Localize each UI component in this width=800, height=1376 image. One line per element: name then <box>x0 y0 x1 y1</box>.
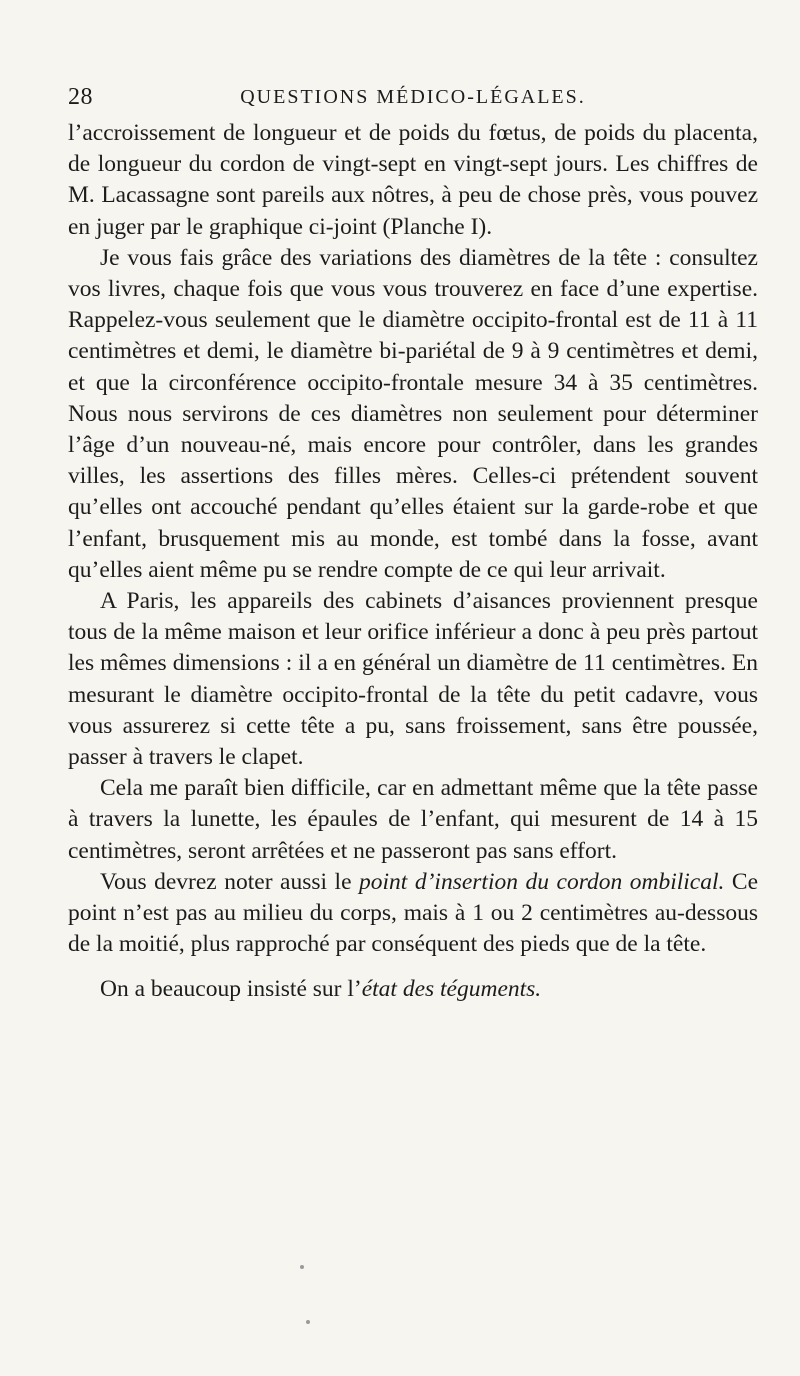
running-title: QUESTIONS MÉDICO-LÉGALES. <box>240 86 586 108</box>
page-number: 28 <box>68 84 93 110</box>
paragraph-5-tail: Ce point n’est pas au milieu du corps, mais à 1 ou 2 centimètres au-dessous de la moitié, plus rapproché par conséquent des pieds que de la tête. <box>68 868 759 958</box>
paragraph-5-lead: Vous devrez noter aussi le <box>100 868 360 895</box>
paragraph-5-italic: point d’insertion du cordon ombilical. <box>359 868 725 895</box>
paragraph-2: Je vous fais grâce des variations des diamètres de la tête : consultez vos livres, chaque fois que vous vous trouverez en face d’une expertise. Rappelez-vous seulement que le diamètre occipito-frontal est de 11 à 11 centimètres et demi, le diamètre bi-pariétal de 9 à 9 centimètres et demi, et que la circonférence occipito-frontale mesure 34 à 35 centimètres. Nous nous servirons de ces diamètres non seulement pour déterminer l’âge d’un nouveau-né, mais encore pour contrôler, dans les grandes villes, les assertions des filles mères. Celles-ci prétendent souvent qu’elles ont accouché pendant qu’elles étaient sur la garde-robe et que l’enfant, brusquement mis au monde, est tombé dans la fosse, avant qu’elles aient même pu se rendre compte de ce qui leur arrivait. <box>68 244 758 583</box>
paragraph-6-italic: état des téguments. <box>361 976 542 1003</box>
print-speck <box>306 1320 310 1324</box>
paragraph-1: l’accroissement de longueur et de poids du fœtus, de poids du placenta, de longueur du cordon de vingt-sept en vingt-sept jours. Les chiffres de M. Lacassagne sont pareils aux nôtres, à peu de chose près, vous pouvez en juger par le graphique ci-joint (Planche I). <box>68 120 758 240</box>
running-head <box>68 84 758 114</box>
paragraph-6-lead: On a beaucoup insisté sur l’ <box>100 976 362 1003</box>
paragraph-4: Cela me paraît bien difficile, car en admettant même que la tête passe à travers la lunette, les épaules de l’enfant, qui mesurent de 14 à 15 centimètres, seront arrêtées et ne passeront pas sans effort. <box>68 775 758 864</box>
paragraph-5 <box>68 867 758 961</box>
paragraph-6 <box>68 974 758 1005</box>
paragraph-3: A Paris, les appareils des cabinets d’aisances proviennent presque tous de la même maison et leur orifice inférieur a donc à peu près partout les mêmes dimensions : il a en général un diamètre de 11 centimètres. En mesurant le diamètre occipito-frontal de la tête du petit cadavre, vous vous assurerez si cette tête a pu, sans froissement, sans être poussée, passer à travers le clapet. <box>68 588 758 771</box>
print-speck <box>300 1265 304 1269</box>
body-text <box>68 118 758 1006</box>
